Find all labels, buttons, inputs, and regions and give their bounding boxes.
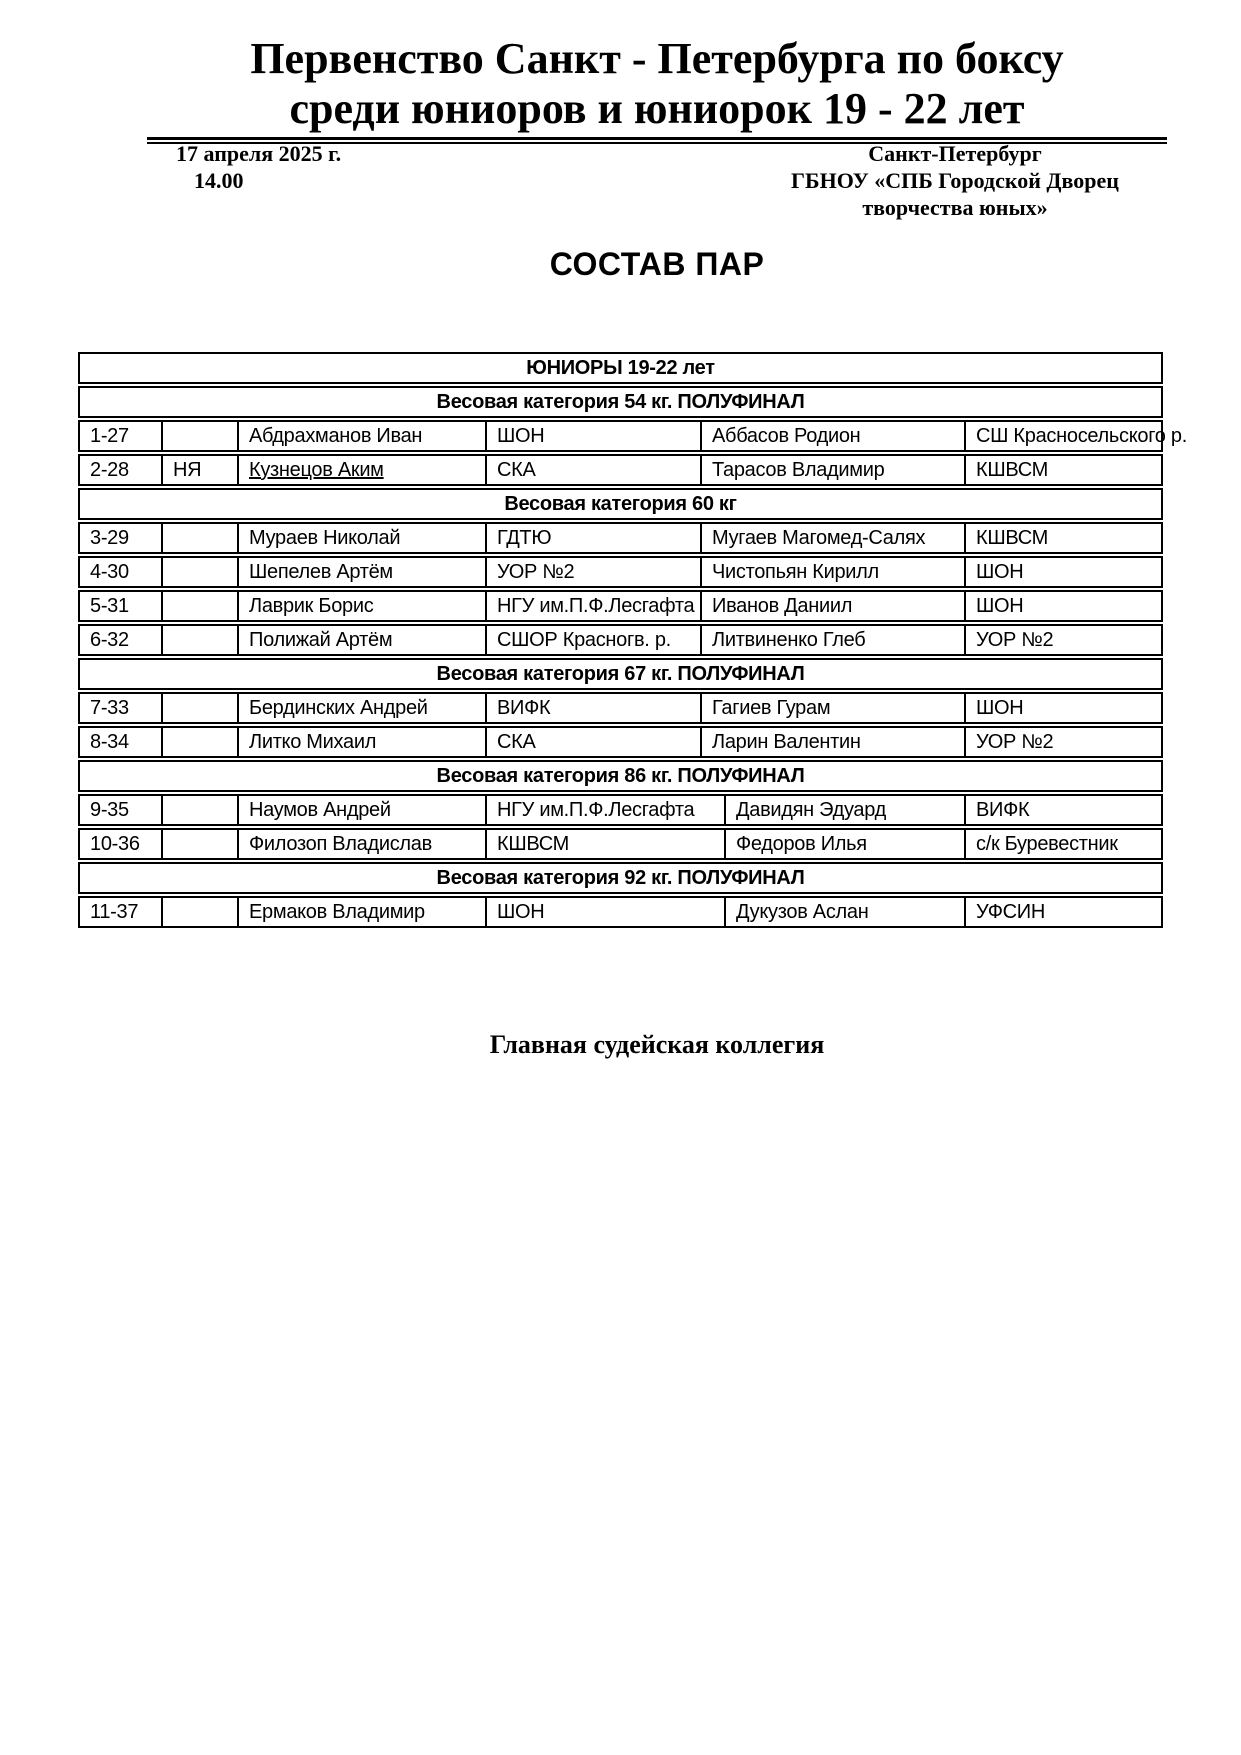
event-datetime	[176, 140, 341, 194]
bout-note-cell	[161, 898, 237, 926]
bout-pair-cell: 9-35	[90, 799, 129, 821]
blue-club-cell: ШОН	[964, 592, 1161, 620]
bout-pair-cell: 3-29	[90, 527, 129, 549]
bout-pair-cell: 4-30	[90, 561, 129, 583]
bout-pair-cell: 11-37	[90, 901, 139, 923]
red-club-cell: НГУ им.П.Ф.Лесгафта	[485, 592, 700, 620]
bout-pair-cell: 8-34	[90, 731, 129, 753]
bout-note-cell	[161, 592, 237, 620]
bout-note-cell	[161, 422, 237, 450]
category-row-86kg: Весовая категория 86 кг. ПОЛУФИНАЛ	[78, 760, 1163, 792]
bout-row-2-28	[78, 454, 1163, 486]
venue-line1: ГБНОУ «СПБ Городской Дворец	[791, 168, 1119, 193]
pairs-table	[78, 352, 1187, 928]
red-club-cell: КШВСМ	[485, 830, 724, 858]
bout-note-cell: НЯ	[161, 456, 237, 484]
red-name-cell: Абдрахманов Иван	[237, 422, 485, 450]
bout-note-cell	[161, 524, 237, 552]
event-time: 14.00	[194, 168, 244, 193]
red-name-cell: Полижай Артём	[237, 626, 485, 654]
blue-club-cell: с/к Буревестник	[964, 830, 1161, 858]
bout-row-1-27	[78, 420, 1187, 452]
event-date: 17 апреля 2025 г.	[176, 141, 342, 166]
bout-note-cell	[161, 796, 237, 824]
red-club-cell: ГДТЮ	[485, 524, 700, 552]
red-name-cell: Мураев Николай	[237, 524, 485, 552]
blue-name-cell: Литвиненко Глеб	[700, 626, 964, 654]
section-title: СОСТАВ ПАР	[549, 246, 765, 282]
blue-club-cell: ШОН	[964, 694, 1161, 722]
category-row-60kg: Весовая категория 60 кг	[78, 488, 1163, 520]
blue-name-cell: Гагиев Гурам	[700, 694, 964, 722]
bout-note-cell	[161, 626, 237, 654]
bout-pair-cell: 7-33	[90, 697, 129, 719]
bout-row-3-29	[78, 522, 1163, 554]
blue-name-cell: Иванов Даниил	[700, 592, 964, 620]
category-row-54kg: Весовая категория 54 кг. ПОЛУФИНАЛ	[78, 386, 1163, 418]
bout-pair-cell: 6-32	[90, 629, 129, 651]
blue-name-cell: Чистопьян Кирилл	[700, 558, 964, 586]
category-row-67kg: Весовая категория 67 кг. ПОЛУФИНАЛ	[78, 658, 1163, 690]
bout-note-cell	[161, 558, 237, 586]
red-name-cell: Наумов Андрей	[237, 796, 485, 824]
bout-row-10-36	[78, 828, 1163, 860]
page-title-line1: Первенство Санкт - Петербурга по боксу	[250, 34, 1064, 83]
bout-row-4-30	[78, 556, 1163, 588]
blue-club-cell: СШ Красносельского р.	[964, 422, 1161, 450]
red-name-cell: Филозоп Владислав	[237, 830, 485, 858]
blue-club-cell: ШОН	[964, 558, 1161, 586]
red-club-cell: СКА	[485, 728, 700, 756]
bout-note-cell	[161, 694, 237, 722]
bout-pair-cell: 2-28	[90, 459, 129, 481]
bout-pair-cell: 5-31	[90, 595, 129, 617]
red-club-cell: ВИФК	[485, 694, 700, 722]
bout-row-9-35	[78, 794, 1163, 826]
red-club-cell: ШОН	[485, 898, 724, 926]
blue-name-cell: Мугаев Магомед-Салях	[700, 524, 964, 552]
red-club-cell: СКА	[485, 456, 700, 484]
red-name-cell: Бердинских Андрей	[237, 694, 485, 722]
blue-club-cell: ВИФК	[964, 796, 1161, 824]
blue-club-cell: УОР №2	[964, 626, 1161, 654]
blue-name-cell: Аббасов Родион	[700, 422, 964, 450]
red-club-cell: УОР №2	[485, 558, 700, 586]
bout-note-cell	[161, 830, 237, 858]
blue-name-cell: Ларин Валентин	[700, 728, 964, 756]
bout-pair-cell: 1-27	[90, 425, 129, 447]
bout-row-6-32	[78, 624, 1163, 656]
red-name-cell: Шепелев Артём	[237, 558, 485, 586]
blue-club-cell: КШВСМ	[964, 524, 1161, 552]
document-header	[147, 34, 1167, 144]
bout-row-5-31	[78, 590, 1163, 622]
red-club-cell: НГУ им.П.Ф.Лесгафта	[485, 796, 724, 824]
red-name-cell: Ермаков Владимир	[237, 898, 485, 926]
red-club-cell: ШОН	[485, 422, 700, 450]
blue-club-cell: КШВСМ	[964, 456, 1161, 484]
category-row-92kg: Весовая категория 92 кг. ПОЛУФИНАЛ	[78, 862, 1163, 894]
red-name-cell: Лаврик Борис	[237, 592, 485, 620]
red-club-cell: СШОР Красногв. р.	[485, 626, 700, 654]
chief-judges-signature: Главная судейская коллегия	[489, 1030, 825, 1059]
blue-name-cell: Дукузов Аслан	[724, 898, 964, 926]
bout-note-cell	[161, 728, 237, 756]
blue-club-cell: УФСИН	[964, 898, 1161, 926]
event-location	[745, 140, 1165, 221]
blue-name-cell: Давидян Эдуард	[724, 796, 964, 824]
bout-row-11-37	[78, 896, 1163, 928]
venue-line2: творчества юных»	[862, 195, 1048, 220]
page-title-line2: среди юниоров и юниорок 19 - 22 лет	[289, 84, 1025, 133]
bout-pair-cell: 10-36	[90, 833, 140, 855]
blue-name-cell: Тарасов Владимир	[700, 456, 964, 484]
bout-row-8-34	[78, 726, 1163, 758]
bout-row-7-33	[78, 692, 1163, 724]
event-city: Санкт-Петербург	[868, 141, 1042, 166]
blue-name-cell: Федоров Илья	[724, 830, 964, 858]
group-header-row: ЮНИОРЫ 19-22 лет	[78, 352, 1163, 384]
red-name-cell: Кузнецов Аким	[237, 456, 485, 484]
blue-club-cell: УОР №2	[964, 728, 1161, 756]
red-name-cell: Литко Михаил	[237, 728, 485, 756]
